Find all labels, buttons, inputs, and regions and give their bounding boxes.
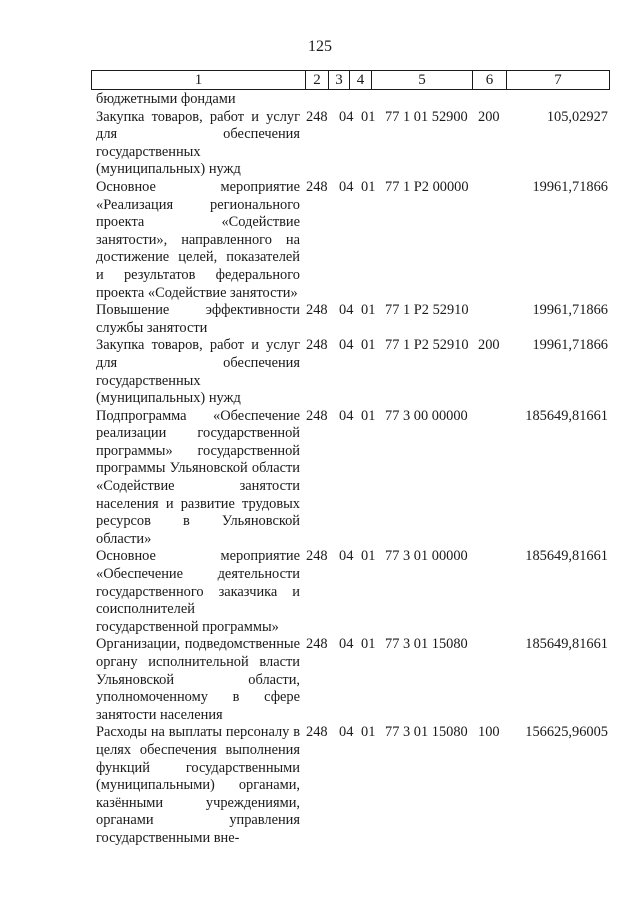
row-section-code: 04 (339, 724, 354, 741)
row-subsection-code: 01 (361, 337, 376, 354)
row-description: Основное мероприятие «Реализация регионального проекта «Содействие занятости», направленного на достижение целей, показателей и результатов федерального проекта «Содействие занятости» (96, 178, 300, 301)
row-target-code: 77 1 Р2 52910 (385, 337, 469, 354)
header-col-5: 5 (371, 71, 472, 89)
header-col-7: 7 (506, 71, 609, 89)
table-row (0, 91, 640, 109)
row-ministry-code: 248 (306, 178, 328, 195)
row-section-code: 04 (339, 548, 354, 565)
row-section-code: 04 (339, 302, 354, 319)
row-amount: 185649,81661 (525, 407, 608, 424)
row-description: Подпрограмма «Обеспечение реализации государственной программы» государственной программы Ульяновской области «Содействие занятости населения и развитие трудовых ресурсов в Ульяновской области» (96, 407, 300, 547)
row-expense-type: 200 (478, 337, 500, 354)
row-target-code: 77 3 00 00000 (385, 407, 468, 424)
row-section-code: 04 (339, 407, 354, 424)
row-amount: 185649,81661 (525, 548, 608, 565)
row-subsection-code: 01 (361, 108, 376, 125)
table-row (0, 337, 640, 407)
row-section-code: 04 (339, 178, 354, 195)
row-amount: 19961,71866 (532, 302, 608, 319)
row-target-code: 77 1 01 52900 (385, 108, 468, 125)
row-amount: 19961,71866 (532, 178, 608, 195)
table-header (91, 70, 610, 90)
row-amount: 105,02927 (546, 108, 608, 125)
table-row (0, 636, 640, 724)
row-ministry-code: 248 (306, 337, 328, 354)
row-target-code: 77 3 01 00000 (385, 548, 468, 565)
row-amount: 19961,71866 (532, 337, 608, 354)
row-section-code: 04 (339, 337, 354, 354)
row-subsection-code: 01 (361, 636, 376, 653)
row-description: Расходы на выплаты персоналу в целях обеспечения выполнения функций государственными (муниципальными) органами, казёнными учреждениями, органами управления государственными вне- (96, 724, 300, 846)
table-row (0, 408, 640, 549)
row-amount: 156625,96005 (525, 724, 608, 741)
row-expense-type: 100 (478, 724, 500, 741)
table-row (0, 302, 640, 337)
header-col-1: 1 (194, 72, 203, 88)
row-target-code: 77 1 Р2 00000 (385, 178, 469, 195)
row-ministry-code: 248 (306, 302, 328, 319)
row-expense-type: 200 (478, 108, 500, 125)
row-subsection-code: 01 (361, 302, 376, 319)
row-subsection-code: 01 (361, 407, 376, 424)
row-description: Закупка товаров, работ и услуг для обеспечения государственных (муниципальных) нужд (96, 337, 300, 407)
row-section-code: 04 (339, 108, 354, 125)
row-ministry-code: 248 (306, 108, 328, 125)
row-amount: 185649,81661 (525, 636, 608, 653)
row-description: Основное мероприятие «Обеспечение деятельности государственного заказчика и соисполнителей государственной программы» (96, 548, 300, 635)
row-ministry-code: 248 (306, 636, 328, 653)
row-target-code: 77 1 Р2 52910 (385, 302, 469, 319)
row-ministry-code: 248 (306, 548, 328, 565)
row-subsection-code: 01 (361, 178, 376, 195)
row-description: Повышение эффективности службы занятости (96, 302, 300, 336)
table-row (0, 724, 640, 847)
row-section-code: 04 (339, 636, 354, 653)
row-description: бюджетными фондами (96, 91, 236, 107)
row-subsection-code: 01 (361, 724, 376, 741)
table-row (0, 548, 640, 636)
row-description: Закупка товаров, работ и услуг для обеспечения государственных (муниципальных) нужд (96, 108, 300, 178)
row-description: Организации, подведомственные органу исполнительной власти Ульяновской области, уполномоченному в сфере занятости населения (96, 636, 300, 723)
row-ministry-code: 248 (306, 724, 328, 741)
row-target-code: 77 3 01 15080 (385, 724, 468, 741)
page-number: 125 (308, 38, 332, 55)
table-row (0, 109, 640, 179)
table-row (0, 179, 640, 302)
header-col-2: 2 (305, 71, 328, 89)
row-target-code: 77 3 01 15080 (385, 636, 468, 653)
header-col-3: 3 (328, 71, 349, 89)
header-col-4: 4 (349, 71, 371, 89)
row-subsection-code: 01 (361, 548, 376, 565)
row-ministry-code: 248 (306, 407, 328, 424)
table-body (0, 91, 640, 848)
header-col-6: 6 (472, 71, 506, 89)
